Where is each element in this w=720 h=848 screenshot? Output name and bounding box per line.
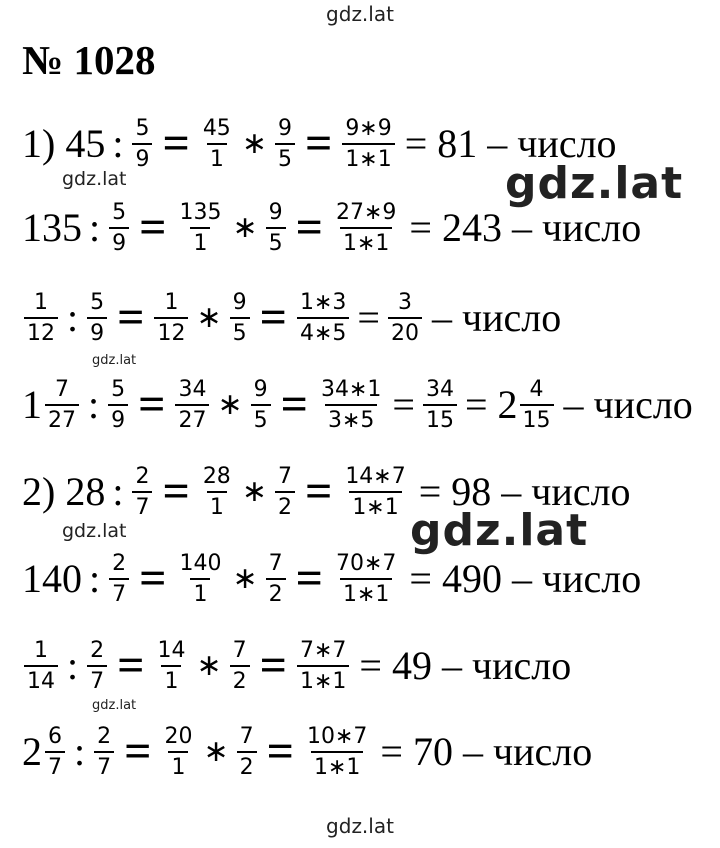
line-result: – число xyxy=(563,382,693,427)
fraction xyxy=(24,291,58,345)
numerator: 7 xyxy=(232,637,247,663)
equals-sign: = xyxy=(280,378,308,431)
denominator: 2 xyxy=(266,578,286,606)
fraction xyxy=(200,465,234,519)
divide-sign: : xyxy=(89,205,101,250)
numerator: 2 xyxy=(112,550,127,576)
multiply-sign: ∗ xyxy=(196,301,222,334)
fraction xyxy=(388,291,422,345)
fraction xyxy=(333,552,399,606)
numerator: 4 xyxy=(529,376,544,402)
mixed-number xyxy=(22,378,81,432)
line-prefix: 135 xyxy=(22,205,82,250)
equals-text: = xyxy=(392,382,415,427)
fraction xyxy=(333,201,399,255)
numerator: 9∗9 xyxy=(345,115,392,141)
denominator: 9 xyxy=(87,317,107,345)
watermark-small: gdz.lat xyxy=(62,168,127,190)
fraction xyxy=(304,725,370,779)
problem-number: № 1028 xyxy=(22,37,156,83)
numerator: 7 xyxy=(277,463,292,489)
fraction xyxy=(266,552,286,606)
numerator: 7 xyxy=(239,723,254,749)
numerator: 7 xyxy=(55,376,69,402)
equals-sign: = xyxy=(162,117,190,170)
equals-sign: = xyxy=(117,291,145,344)
denominator: 1∗1 xyxy=(342,143,394,171)
equals-sign: = xyxy=(266,725,294,778)
numerator: 70∗7 xyxy=(335,550,397,576)
numerator: 7 xyxy=(268,550,283,576)
numerator: 5 xyxy=(135,115,150,141)
numerator: 28 xyxy=(202,463,231,489)
numerator: 2 xyxy=(135,463,150,489)
line-result: = 243 – число xyxy=(409,205,642,250)
mixed-number xyxy=(22,725,67,779)
numerator: 1∗3 xyxy=(299,289,347,315)
fraction xyxy=(176,201,224,255)
numerator: 14 xyxy=(157,637,186,663)
denominator: 20 xyxy=(388,317,422,345)
denominator: 15 xyxy=(520,404,554,432)
fraction xyxy=(45,378,79,432)
denominator: 9 xyxy=(108,404,128,432)
divide-sign: : xyxy=(112,121,124,166)
equals-sign: = xyxy=(304,465,333,518)
multiply-sign: ∗ xyxy=(241,127,267,160)
fraction xyxy=(109,201,129,255)
line-prefix: 1) 45 xyxy=(22,121,106,166)
denominator: 14 xyxy=(24,665,58,693)
fraction xyxy=(132,117,152,171)
denominator: 15 xyxy=(423,404,457,432)
denominator: 4∗5 xyxy=(297,317,349,345)
denominator: 1 xyxy=(207,143,227,171)
equation-line-8 xyxy=(22,722,592,782)
fraction xyxy=(342,117,394,171)
denominator: 9 xyxy=(109,227,129,255)
denominator: 9 xyxy=(132,143,152,171)
equals-sign: = xyxy=(259,639,287,692)
line-prefix: 2) 28 xyxy=(22,469,106,514)
fraction xyxy=(108,378,128,432)
numerator: 5 xyxy=(111,376,126,402)
fraction xyxy=(87,291,107,345)
fraction xyxy=(520,378,554,432)
line-result: = 49 – число xyxy=(359,643,572,688)
numerator: 34 xyxy=(178,376,207,402)
line-prefix: 140 xyxy=(22,556,82,601)
numerator: 20 xyxy=(164,723,193,749)
denominator: 1∗1 xyxy=(340,227,392,255)
fraction xyxy=(237,725,257,779)
multiply-sign: ∗ xyxy=(196,649,222,682)
divide-sign: : xyxy=(67,643,79,688)
numerator: 9 xyxy=(277,115,292,141)
denominator: 5 xyxy=(230,317,250,345)
denominator: 7 xyxy=(87,665,107,693)
equation-line-6 xyxy=(22,549,641,609)
divide-sign: : xyxy=(89,556,101,601)
divide-sign: : xyxy=(67,295,79,340)
denominator: 7 xyxy=(94,751,114,779)
numerator: 6 xyxy=(48,723,62,749)
denominator: 1 xyxy=(161,665,181,693)
multiply-sign: ∗ xyxy=(203,735,229,768)
line-result: = 490 – число xyxy=(409,556,642,601)
equals-text: = xyxy=(357,295,380,340)
multiply-sign: ∗ xyxy=(241,475,267,508)
equals-sign: = xyxy=(304,117,333,170)
line-result: = 81 – число xyxy=(404,121,617,166)
multiply-sign: ∗ xyxy=(217,388,243,421)
fraction xyxy=(423,378,457,432)
numerator: 34∗1 xyxy=(320,376,382,402)
numerator: 9 xyxy=(232,289,247,315)
fraction xyxy=(94,725,114,779)
denominator: 1∗1 xyxy=(297,665,349,693)
denominator: 1∗1 xyxy=(311,751,363,779)
line-result: – число xyxy=(431,295,562,340)
divide-sign: : xyxy=(88,382,100,427)
numerator: 5 xyxy=(90,289,105,315)
denominator: 27 xyxy=(175,404,209,432)
equals-sign: = xyxy=(117,639,145,692)
fraction xyxy=(176,552,224,606)
denominator: 1 xyxy=(207,491,227,519)
denominator: 1 xyxy=(168,751,188,779)
denominator: 1 xyxy=(190,578,210,606)
fraction xyxy=(230,291,250,345)
fraction xyxy=(342,465,408,519)
fraction xyxy=(230,639,250,693)
denominator: 7 xyxy=(109,578,129,606)
numerator: 2 xyxy=(97,723,112,749)
denominator: 1∗1 xyxy=(349,491,401,519)
fraction xyxy=(109,552,129,606)
numerator: 1 xyxy=(164,289,179,315)
fraction xyxy=(154,639,188,693)
whole-part: 1 xyxy=(22,382,42,427)
fraction xyxy=(200,117,234,171)
fraction xyxy=(251,378,271,432)
denominator: 5 xyxy=(266,227,286,255)
numerator: 7∗7 xyxy=(299,637,347,663)
fraction xyxy=(24,639,58,693)
equals-sign: = xyxy=(162,465,190,518)
watermark-bottom: gdz.lat xyxy=(326,814,394,838)
denominator: 1 xyxy=(190,227,210,255)
equals-sign: = xyxy=(295,201,323,254)
equation-line-4 xyxy=(22,375,693,435)
watermark-top: gdz.lat xyxy=(326,2,394,26)
numerator: 2 xyxy=(90,637,105,663)
denominator: 2 xyxy=(237,751,257,779)
numerator: 45 xyxy=(202,115,231,141)
denominator: 27 xyxy=(45,404,79,432)
fraction xyxy=(154,291,188,345)
denominator: 12 xyxy=(154,317,188,345)
fraction xyxy=(318,378,384,432)
numerator: 3 xyxy=(397,289,412,315)
equals-mixed-whole: = 2 xyxy=(464,382,518,427)
line-result: = 70 – число xyxy=(380,729,593,774)
numerator: 34 xyxy=(425,376,454,402)
line-result: = 98 – число xyxy=(418,469,631,514)
numerator: 27∗9 xyxy=(335,199,397,225)
numerator: 9 xyxy=(253,376,268,402)
fraction xyxy=(87,639,107,693)
numerator: 140 xyxy=(179,550,222,576)
numerator: 9 xyxy=(268,199,283,225)
denominator: 2 xyxy=(275,491,295,519)
fraction xyxy=(161,725,195,779)
watermark-large: gdz.lat xyxy=(505,158,684,209)
numerator: 10∗7 xyxy=(306,723,368,749)
denominator: 5 xyxy=(275,143,295,171)
denominator: 2 xyxy=(230,665,250,693)
watermark-small: gdz.lat xyxy=(62,520,127,542)
equation-line-2 xyxy=(22,198,641,258)
equals-sign: = xyxy=(139,201,167,254)
numerator: 14∗7 xyxy=(345,463,406,489)
fraction xyxy=(266,201,286,255)
denominator: 3∗5 xyxy=(325,404,377,432)
watermark-tiny: gdz.lat xyxy=(92,698,137,713)
equals-sign: = xyxy=(138,378,166,431)
fraction xyxy=(297,639,349,693)
equals-sign: = xyxy=(259,291,287,344)
numerator: 5 xyxy=(112,199,127,225)
fraction xyxy=(275,117,295,171)
whole-part: 2 xyxy=(22,729,42,774)
denominator: 7 xyxy=(132,491,152,519)
divide-sign: : xyxy=(112,469,124,514)
equals-sign: = xyxy=(124,725,152,778)
watermark-large: gdz.lat xyxy=(410,505,589,556)
numerator: 1 xyxy=(34,289,48,315)
fraction xyxy=(297,291,349,345)
denominator: 5 xyxy=(251,404,271,432)
multiply-sign: ∗ xyxy=(232,562,258,595)
numerator: 135 xyxy=(179,199,222,225)
fraction xyxy=(275,465,295,519)
equation-line-7 xyxy=(22,636,571,696)
equals-sign: = xyxy=(139,552,167,605)
equation-line-3 xyxy=(22,288,561,348)
numerator: 1 xyxy=(34,637,48,663)
divide-sign: : xyxy=(74,729,86,774)
multiply-sign: ∗ xyxy=(232,211,258,244)
fraction xyxy=(45,725,65,779)
denominator: 7 xyxy=(45,751,65,779)
denominator: 12 xyxy=(24,317,58,345)
watermark-tiny: gdz.lat xyxy=(92,353,137,368)
fraction xyxy=(132,465,152,519)
fraction xyxy=(175,378,209,432)
equals-sign: = xyxy=(295,552,323,605)
denominator: 1∗1 xyxy=(340,578,392,606)
